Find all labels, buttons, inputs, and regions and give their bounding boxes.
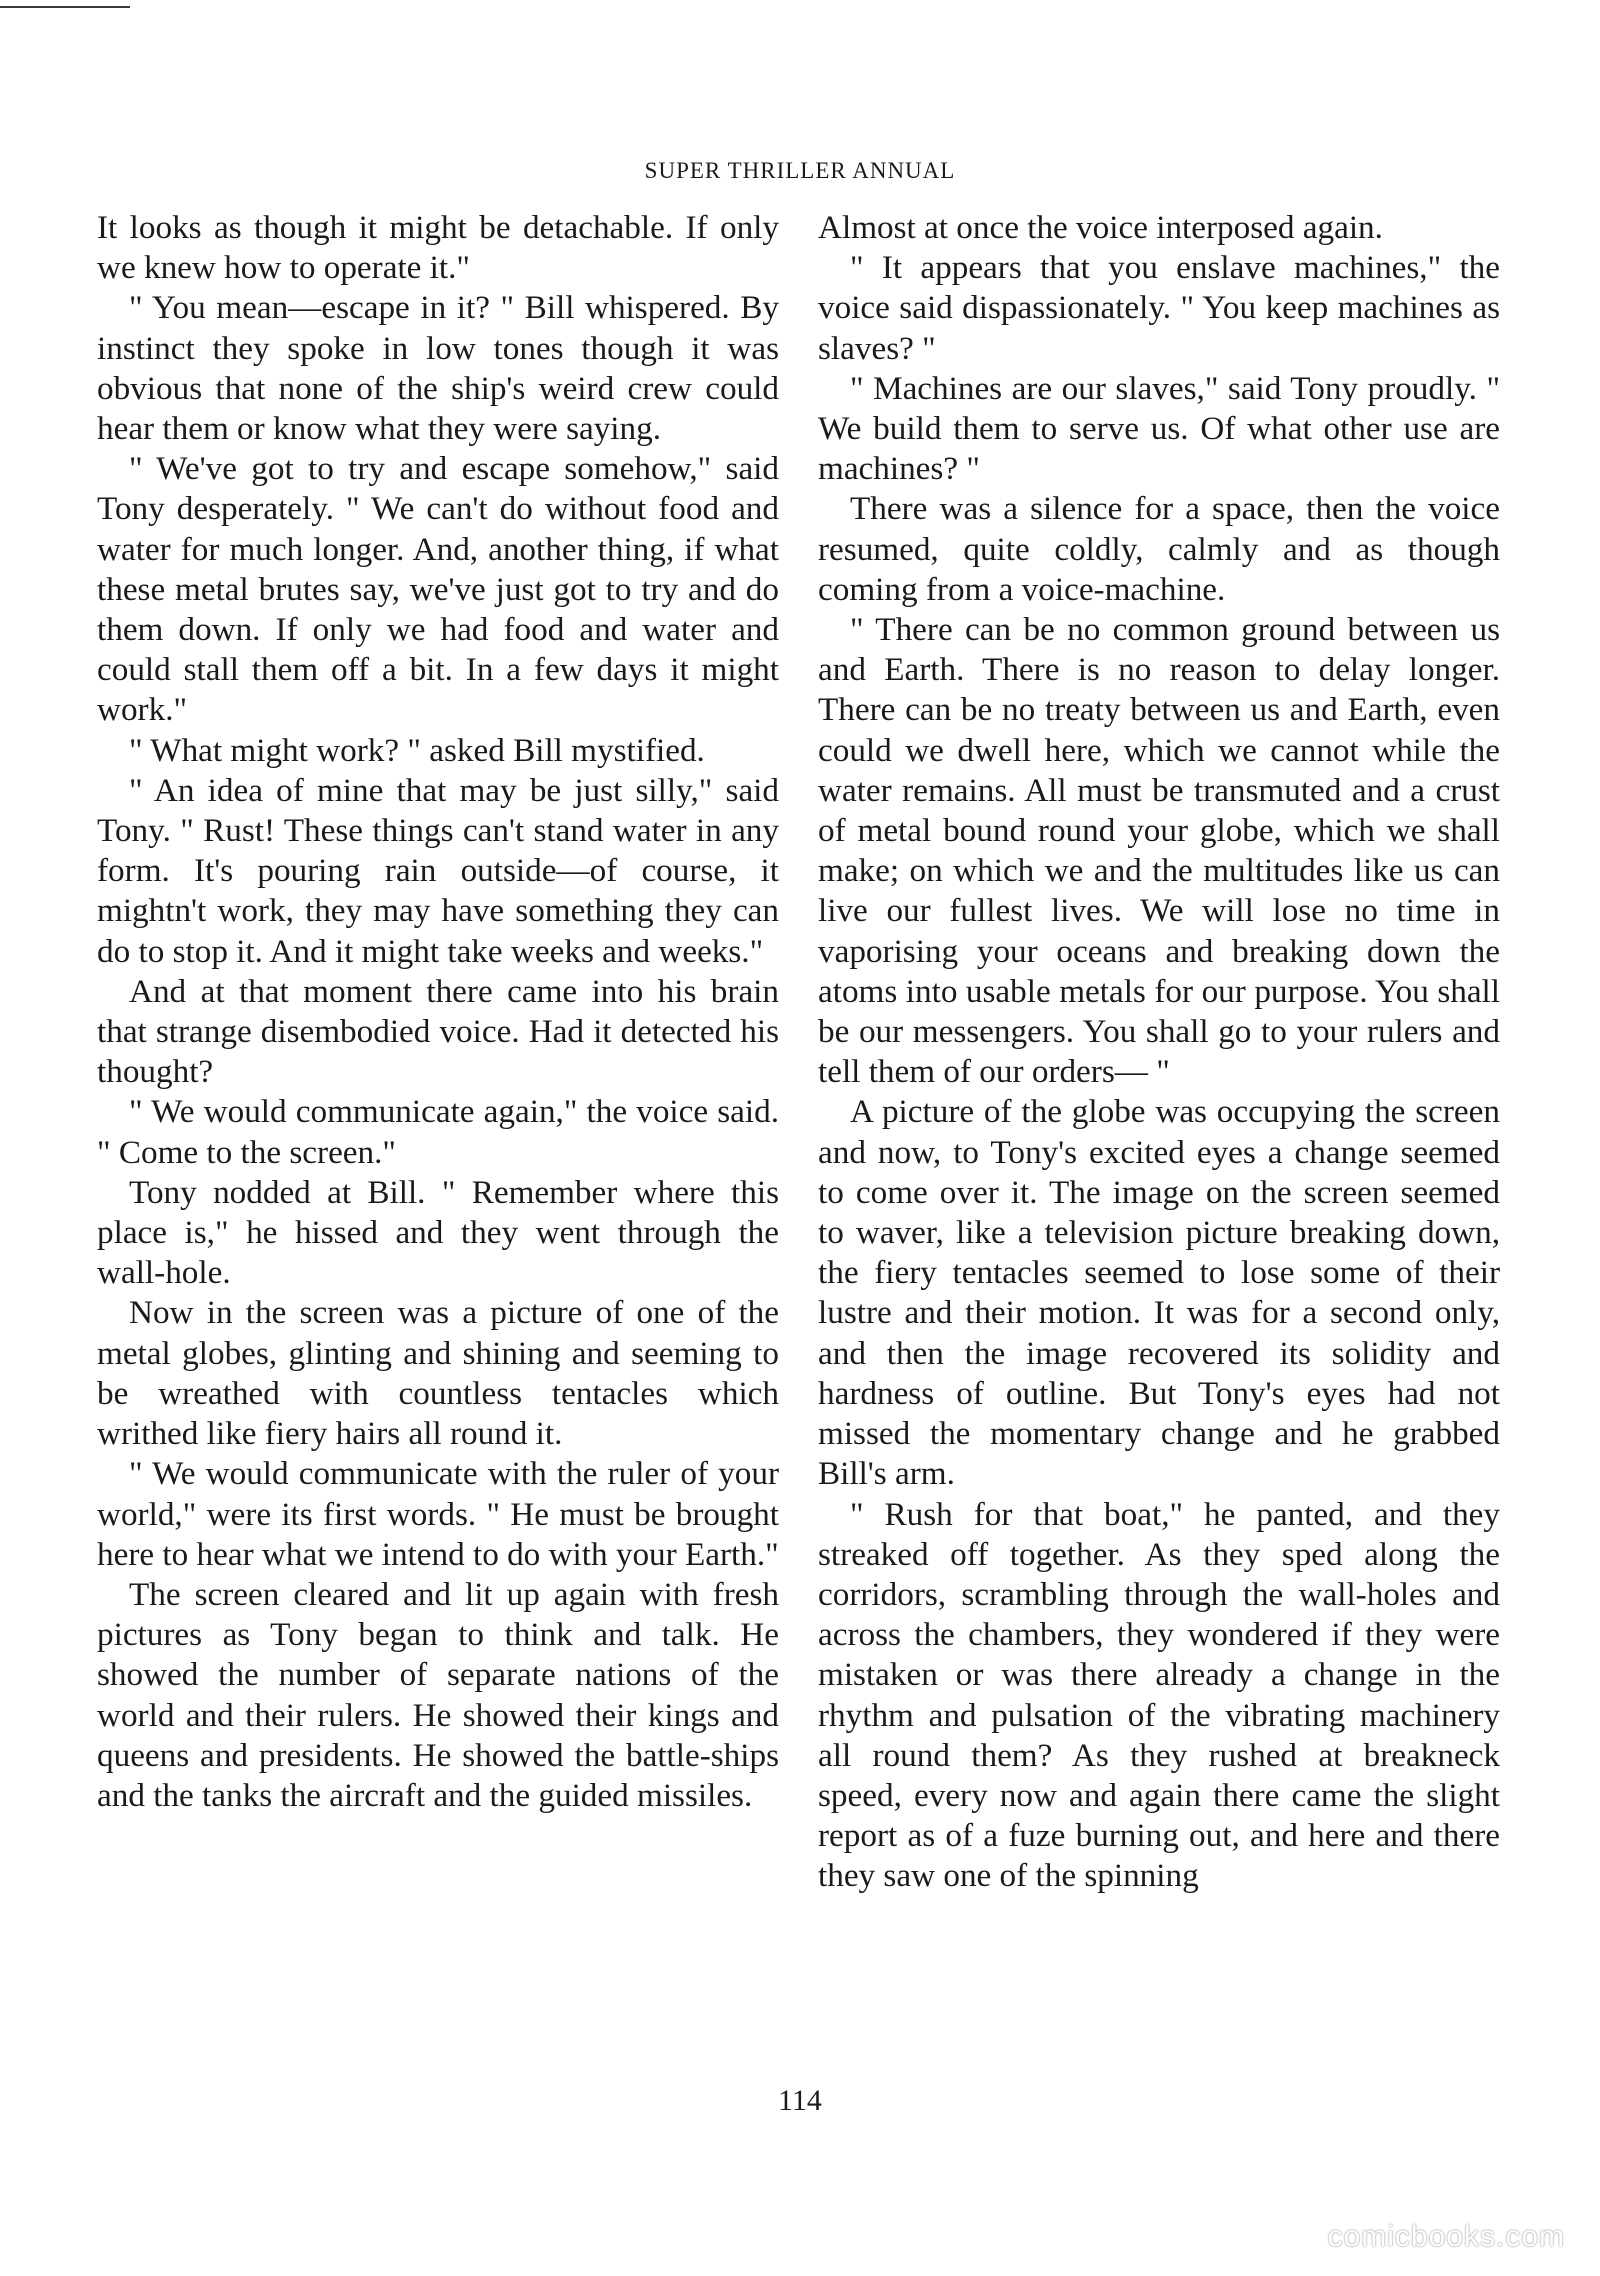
paragraph: Almost at once the voice interposed again. — [818, 209, 1383, 246]
paragraph: Now in the screen was a picture of one of the metal globes, glinting and shining and seeming to be wreathed with countless tentacles which writhed like fiery hairs all round it. — [97, 1294, 779, 1453]
paragraph: " Machines are our slaves," said Tony proudly. " We build them to serve us. Of what other use are machines? " — [818, 369, 1500, 488]
running-head: SUPER THRILLER ANNUAL — [644, 158, 956, 183]
paragraph: The screen cleared and lit up again with fresh pictures as Tony began to think and talk. He showed the number of separate nations of the world and their rulers. He showed their kings and queens and presidents. He showed the battle-ships and the tanks the aircraft and the guided missiles. — [97, 1575, 779, 1814]
top-edge-rule — [0, 6, 130, 8]
paragraph: Tony nodded at Bill. " Remember where this place is," he hissed and they went through the wall-hole. — [97, 1173, 779, 1292]
page-number: 114 — [778, 2084, 822, 2117]
paragraph: " You mean—escape in it? " Bill whispered. By instinct they spoke in low tones though it was obvious that none of the ship's weird crew could hear them or know what they were saying. — [97, 289, 779, 448]
paragraph: It looks as though it might be detachable. If only we knew how to operate it." — [97, 209, 779, 287]
paragraph: " We would communicate with the ruler of your world," were its first words. " He must be brought here to hear what we intend to do with your Earth." — [97, 1455, 779, 1573]
paragraph: " We've got to try and escape somehow," said Tony desperately. " We can't do without food and water for much longer. And, another thing, if what these metal brutes say, we've just got to try and do them down. If only we had food and water and could stall them off a bit. In a few days it might work." — [97, 450, 779, 729]
left-column — [97, 208, 779, 1816]
paragraph: " Rush for that boat," he panted, and they streaked off together. As they sped along the corridors, scrambling through the wall-holes and across the chambers, they wondered if they were mistaken or was there already a change in the rhythm and pulsation of the vibrating machinery all round them? As they rushed at breakneck speed, every now and again there came the slight report as of a fuze burning out, and here and there they saw one of the spinning — [818, 1495, 1500, 1895]
paragraph: A picture of the globe was occupying the screen and now, to Tony's excited eyes a change seemed to come over it. The image on the screen seemed to waver, like a television picture breaking down, the fiery tentacles seemed to lose some of their lustre and their motion. It was for a second only, and then the image recovered its solidity and hardness of outline. But Tony's eyes had not missed the momentary change and he grabbed Bill's arm. — [818, 1093, 1500, 1493]
paragraph: " What might work? " asked Bill mystified. — [129, 731, 705, 769]
paragraph: There was a silence for a space, then the voice resumed, quite coldly, calmly and as though coming from a voice-machine. — [818, 490, 1500, 608]
paragraph: " It appears that you enslave machines," the voice said dispassionately. " You keep machines as slaves? " — [818, 249, 1500, 367]
right-column — [818, 208, 1500, 1897]
watermark: comicbooks.com — [1327, 2220, 1565, 2253]
paragraph: " An idea of mine that may be just silly," said Tony. " Rust! These things can't stand water in any form. It's pouring rain outside—of course, it mightn't work, they may have something they can do to stop it. And it might take weeks and weeks." — [97, 771, 779, 970]
paragraph: " There can be no common ground between us and Earth. There is no reason to delay longer. There can be no treaty between us and Earth, even could we dwell here, which we cannot while the water remains. All must be transmuted and a crust of metal bound round your globe, which we shall make; on which we and the multitudes like us can live our fullest lives. We will lose no time in vaporising your oceans and breaking down the atoms into usable metals for our purpose. You shall be our messengers. You shall go to your rulers and tell them of our orders— " — [818, 611, 1500, 1091]
paragraph: And at that moment there came into his brain that strange disembodied voice. Had it detected his thought? — [97, 972, 779, 1091]
paragraph: " We would communicate again," the voice said. " Come to the screen." — [97, 1093, 779, 1171]
